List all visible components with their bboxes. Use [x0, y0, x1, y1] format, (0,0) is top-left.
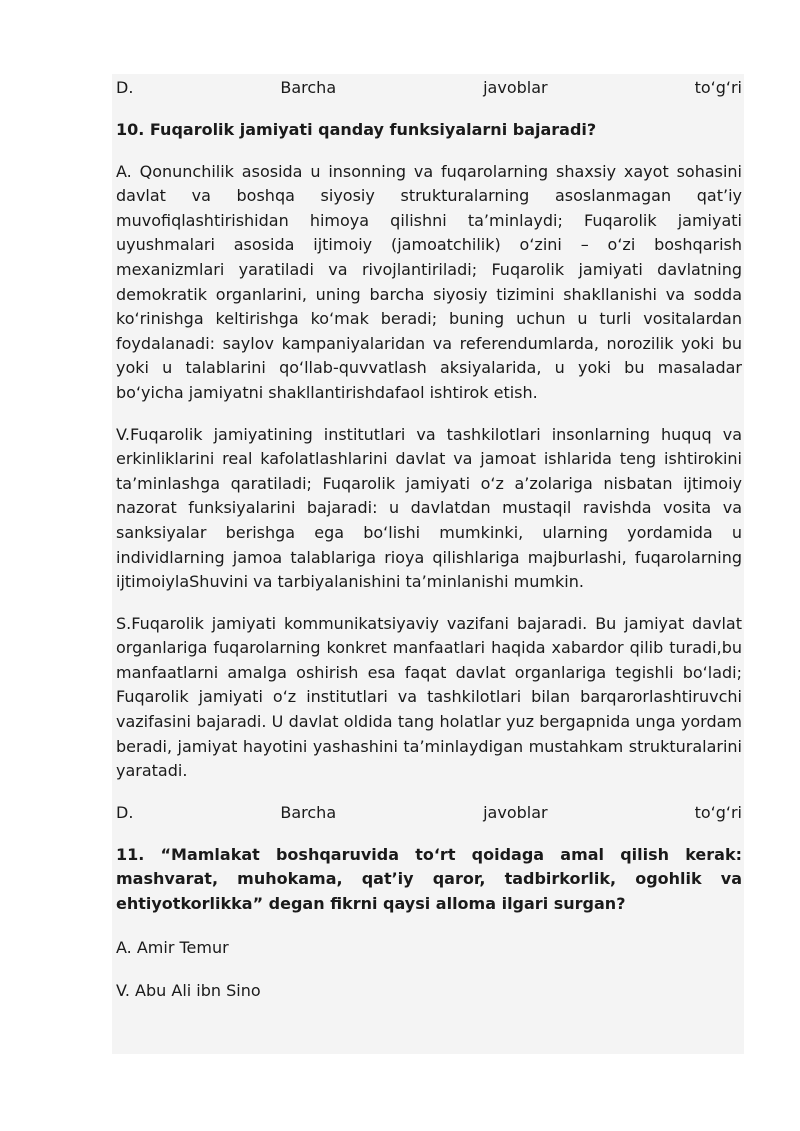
option-d-word: D.	[116, 802, 134, 822]
option-d-word: to‘g‘ri	[694, 78, 742, 97]
option-d-word: javoblar	[483, 78, 548, 97]
question-10-option-s: S.Fuqarolik jamiyati kommunikatsiyaviy vazifani bajaradi. Bu jamiyat davlat organlariga fuqarolarning konkret manfaatlari haqida xabardor qilib turadi,bu manfaatlarni amalga oshirish esa faqat davlat organlariga tegishli bo‘ladi; Fuqarolik jamiyati o‘z institutlari va tashkilotlari bilan barqarorlashtiruvchi vazifasini bajaradi. U davlat oldida tang holatlar yuz bergapnida unga yordam beradi, jamiyat hayotini yashashini ta’minlaydigan mustahkam strukturalarini yaratadi.	[116, 613, 742, 781]
question-11-option-a: A. Amir Temur	[116, 937, 229, 957]
option-d-word: D.	[116, 78, 134, 97]
option-d-word: Barcha	[280, 802, 337, 822]
option-d-word: to‘g‘ri	[694, 802, 742, 822]
question-11-title: 11. “Mamlakat boshqaruvida to‘rt qoidaga amal qilish kerak: mashvarat, muhokama, qat’iy qaror, tadbirkorlik, ogohlik va ehtiyotkorlikka” degan fikrni qaysi alloma ilgari surgan?	[116, 844, 742, 914]
question-11-option-v: V. Abu Ali ibn Sino	[116, 981, 261, 1001]
document-content	[116, 76, 742, 1004]
option-d-word: javoblar	[483, 802, 548, 822]
option-d-line-top	[116, 76, 742, 101]
question-10-title: 10. Fuqarolik jamiyati qanday funksiyalarni bajaradi?	[116, 120, 597, 139]
option-d-word: Barcha	[280, 78, 337, 97]
question-10-option-d	[116, 801, 742, 826]
question-10-option-v: V.Fuqarolik jamiyatining institutlari va tashkilotlari insonlarning huquq va erkinliklarini real kafolatlashlarini davlat va jamoat ishlarida teng ishtirokini ta’minlashga qaratiladi; Fuqarolik jamiyati o‘z a’zolariga nisbatan ijtimoiy nazorat funksiyalarini bajaradi: u davlatdan mustaqil ravishda vosita va sanksiyalar berishga ega bo‘lishi mumkinki, ularning yordamida u individlarning jamoa talablariga rioya qilishlariga majburlashi, fuqarolarning ijtimoiylaShuvini va tarbiyalanishini ta’minlanishi mumkin.	[116, 424, 742, 592]
question-10-option-a: A. Qonunchilik asosida u insonning va fuqarolarning shaxsiy xayot sohasini davlat va boshqa siyosiy strukturalarning asoslanmagan qat’iy muvofiqlashtirishidan himoya qilishni ta’minlaydi; Fuqarolik jamiyati uyushmalari asosida ijtimoiy (jamoatchilik) o‘zini – o‘zi boshqarish mexanizmlari yaratiladi va rivojlantiriladi; Fuqarolik jamiyati davlatning demokratik organlarini, uning barcha siyosiy tizimini shakllanishi va sodda ko‘rinishga keltirishga ko‘mak beradi; buning uchun u turli vositalardan foydalanadi: saylov kampaniyalaridan va referendumlarda, norozilik yoki bu yoki u talablarini qo‘llab-quvvatlash aksiyalarida, u yoki bu masaladar bo‘yicha jamiyatni shakllantirishdafaol ishtirok etish.	[116, 161, 742, 402]
